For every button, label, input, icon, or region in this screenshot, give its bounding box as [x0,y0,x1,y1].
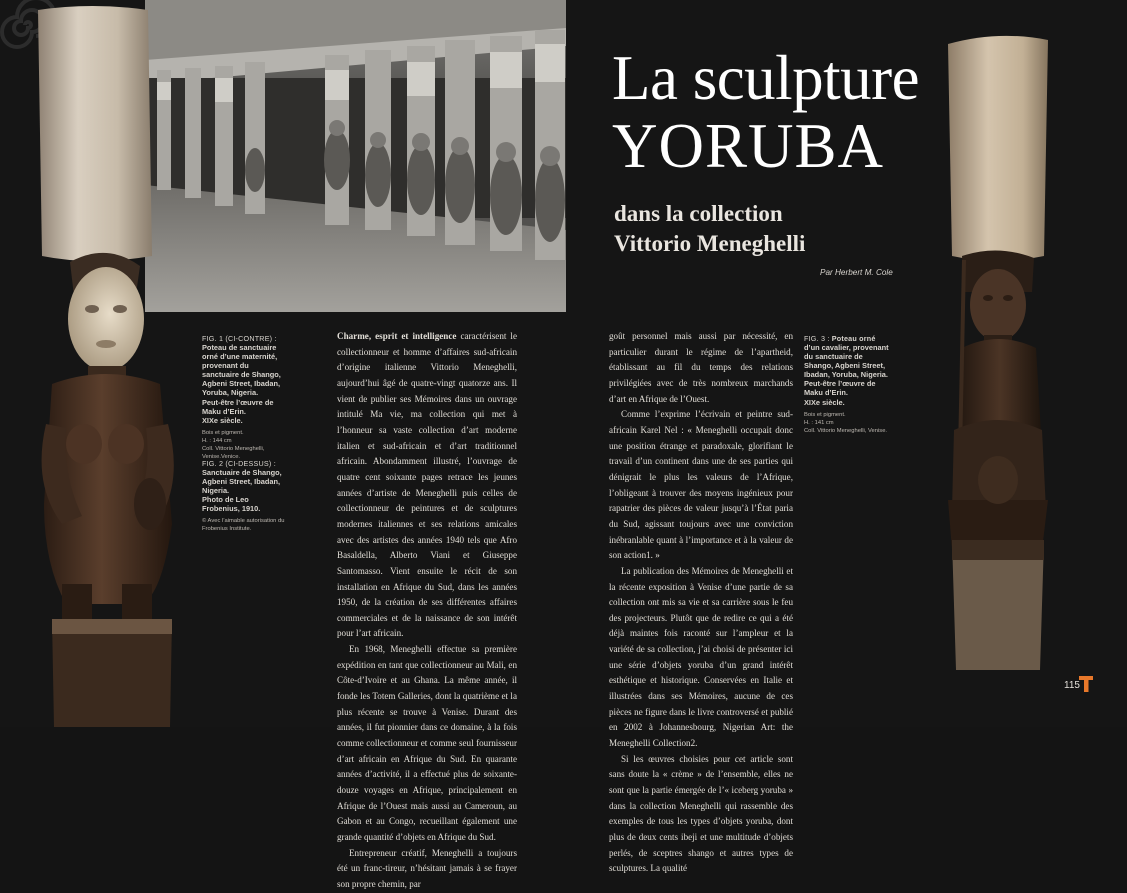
caption-fig1-label: FIG. 1 (CI-CONTRE) : [202,334,277,343]
caption-fig1-line: Poteau de sanctuaire [202,343,277,352]
headline-line-1: La sculpture [612,43,920,113]
lead-phrase: Charme, esprit et intelligence [337,331,457,341]
caption-fig1-line: Yoruba, Nigeria. [202,388,259,398]
caption-fig3-label: FIG. 3 : [804,334,830,343]
caption-fig3-line: XIXe siècle. [804,397,845,407]
page-number: 115 [1064,680,1080,691]
subtitle [614,199,805,259]
caption-fig2-line: Frobenius, 1910. [202,504,261,514]
caption-fig2-line: Nigeria. [202,486,230,496]
caption-fig3-detail: H. : 141 cm [804,419,834,426]
body-column-2 [609,329,793,877]
statue-maternity-post [22,4,192,727]
body-paragraph: Entrepreneur créatif, Meneghelli a toujours été un franc-tireur, n’hésitant jamais à se frayer son propre chemin, par [337,847,517,889]
body-paragraph: La publication des Mémoires de Meneghelli et la récente exposition à Venise d’une partie de sa collection ont mis sa vie et sa carrière sous le feu des projecteurs. Plutôt que de redire ce qui a été déjà maintes fois raconté sur l’ampleur et la variété de sa collection, j’ai choisi de présenter ici une série d’objets yoruba d’un grand intérêt esthétique et historique. Conservées en Italie et illustrées dans ses Mémoires, aucune de ces pièces ne figure dans le livre controversé et publié en 2002 à Johannesbourg, Nigerian Art: the Meneghelli Collection2. [609,565,793,749]
caption-fig2-credit: Frobenius Institute. [202,526,252,533]
body-paragraph: En 1968, Meneghelli effectue sa première expédition en tant que collectionneur au Mali, en Côte-d’Ivoire et au Ghana. La même année, il fonde les Totem Galleries, dont la quatrième et la plus récente se trouve à Venise. Durant des années, il fut pionnier dans ce domaine, à la fois comme collectionneur et comme seul fournisseur d’art africain en Afrique du Sud. En quarante années d’activité, il a effectué plus de soixante-douze voyages en Afrique, principalement en Afrique de l’Ouest mais aussi au Cameroun, au Gabon et au Congo, recueillant également une grande quantité d’objets en Afrique du Sud. [337,644,517,842]
caption-fig2-line: Photo de Leo [202,495,249,505]
caption-fig1 [202,334,312,461]
body-paragraph: goût personnel mais aussi par nécessité, en particulier durant le régime de l’apartheid, établissant au fil du temps des relations privilégiées avec de très nombreux marchands d’art en Afrique de l’Ouest. [609,331,793,404]
caption-fig1-line: provenant du [202,361,249,371]
caption-fig3-detail: Coll. Vittorio Meneghelli, Venise. [804,427,888,434]
caption-fig3-line: Shango, Agbeni Street, [804,361,886,371]
caption-fig3-line: Maku d’Erin. [804,388,848,398]
statue-horseman-post [938,30,1056,670]
caption-fig2-label: FIG. 2 (CI-DESSUS) : [202,459,276,468]
headline-line-2: YORUBA [612,111,885,181]
caption-fig1-line: XIXe siècle. [202,415,243,425]
caption-fig3-label-row [804,334,924,343]
byline-text: Par Herbert M. Cole [820,268,893,277]
caption-fig3-detail: Bois et pigment. [804,411,846,418]
caption-fig1-line: sanctuaire de Shango, [202,370,281,380]
caption-fig3-line: Ibadan, Yoruba, Nigeria. [804,370,888,380]
body-paragraph: caractérisent le collectionneur et homme d’affaires sud-africain d’origine italienne Vittorio Meneghelli, aujourd’hui âgé de quatre-vingt quatorze ans. Il vient de publier ses Mémoires dans un ouvrage intitulé Ma vie, ma collection qui met à l’honneur sa vaste collection d’art moderne italien et sud-africain et d’art traditionnel africain. Abondamment illustré, l’ouvrage de quatre cent soixante pages retrace les jeunes années d’artiste de Meneghelli puis celles de collectionneur de peintures et de sculptures modernes italiennes et ses relations amicales avec des artistes des années 1940 tels que Afro Basaldella, Alberto Viani et Giuseppe Santomasso. Vient ensuite le récit de son installation en Afrique du Sud, dans les années 1950, de la création de ses différentes affaires commerciales et de la naissance de son intérêt pour l’art africain. [337,331,517,639]
subtitle-line-2: Vittorio Meneghelli [614,231,806,256]
subtitle-line-1: dans la collection [614,201,783,226]
caption-fig3 [804,334,924,435]
caption-fig1-line: orné d’une maternité, [202,352,278,362]
caption-fig3-line: du sanctuaire de [804,352,863,362]
caption-fig2-line: Agbeni Street, Ibadan, [202,477,281,487]
body-paragraph: Comme l’exprime l’écrivain et peintre sud-africain Karel Nel : « Meneghelli occupait donc une position étrange et paradoxale, glorifiant le travail d’un continent dans une de ses parties qui dénigrait le plus les valeurs de l’Afrique, l’obligeant à trouver des moyens ingénieux pour rapatrier des pièces de valeur jusqu’à l’État paria du Sud, agissant toujours avec une conviction inébranlable quant à l’importance et à la valeur de son action1. » [609,409,793,561]
t-logo-icon [1079,676,1093,692]
caption-fig3-lead: Poteau orné [831,334,876,343]
caption-fig2-line: Sanctuaire de Shango, [202,468,282,477]
caption-fig1-line: Maku d’Erin. [202,406,246,416]
caption-fig1-detail: Bois et pigment. [202,429,244,436]
body-column-1 [337,329,517,893]
caption-fig3-line: d’un cavalier, provenant [804,343,889,352]
caption-fig1-detail: H. : 144 cm [202,437,232,444]
caption-fig1-detail: Venise.Venice. [202,453,241,460]
caption-fig1-line: Agbeni Street, Ibadan, [202,379,281,389]
caption-fig2-credit: © Avec l’aimable autorisation du [202,518,285,525]
caption-fig2 [202,459,312,533]
caption-fig3-line: Peut-être l’œuvre de [804,379,876,389]
byline [820,268,893,277]
archive-photo-shrine [145,0,566,312]
body-paragraph: Si les œuvres choisies pour cet article sont sans doute la « crème » de l’ensemble, elles ne sont que la partie émergée de l’« iceberg yoruba » dans la collection Meneghelli qui rassemble des exemples de tous les types d’objets yoruba, dont plus de deux cents ibeji et une multitude d’objets perlés, de sceptres shango et autres types de sculptures. La qualité [609,753,793,874]
caption-fig1-line: Peut-être l’œuvre de [202,397,274,407]
caption-fig1-detail: Coll. Vittorio Meneghelli, [202,445,265,452]
